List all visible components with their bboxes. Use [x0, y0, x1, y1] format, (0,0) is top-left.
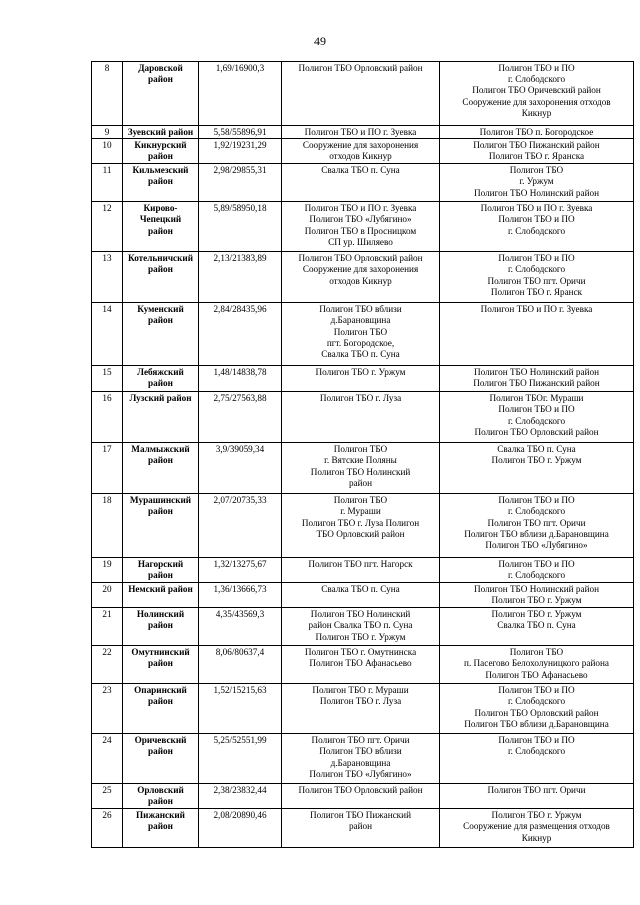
- table-row: [92, 139, 634, 164]
- volume-value: 4,35/43569,3: [215, 609, 265, 620]
- district-name: Малмыжский: [131, 444, 190, 455]
- alternative-objects-cell: [440, 164, 634, 202]
- row-number: 10: [102, 140, 112, 151]
- row-number: 25: [102, 785, 112, 796]
- table-row: [92, 809, 634, 848]
- row-number: 24: [102, 735, 112, 746]
- volume-cell: [199, 139, 282, 164]
- row-number-cell: [92, 62, 123, 126]
- volume-cell: [199, 558, 282, 583]
- row-number-cell: [92, 202, 123, 252]
- alternative-object: г. Слободского: [507, 74, 566, 85]
- disposal-objects-cell: [282, 784, 440, 809]
- alternative-object: г. Слободского: [507, 746, 566, 757]
- disposal-object: район: [348, 477, 373, 488]
- district-cell: [123, 608, 199, 646]
- district-cell: [123, 164, 199, 202]
- district-cell: [123, 139, 199, 164]
- volume-value: 2,98/29855,31: [213, 165, 267, 176]
- alternative-object: Полигон ТБО пгт. Оричи: [487, 275, 586, 286]
- alternative-object: Полигон ТБО «Лубягино»: [485, 540, 588, 551]
- district-name: район: [148, 696, 173, 707]
- row-number: 23: [102, 685, 112, 696]
- alternative-object: Полигон ТБО и ПО: [498, 63, 575, 73]
- table-row: [92, 583, 634, 608]
- table-row: [92, 646, 634, 684]
- volume-cell: [199, 62, 282, 126]
- alternative-object: Полигон ТБО и ПО: [498, 495, 575, 506]
- district-name: район: [148, 821, 173, 832]
- alternative-object: Полигон ТБО п. Богородское: [479, 127, 594, 137]
- district-cell: [123, 62, 199, 126]
- disposal-object: Полигон ТБО Пижанский: [310, 810, 411, 821]
- disposal-object: Свалка ТБО п. Суна: [321, 165, 400, 176]
- disposal-object: Полигон ТБО г. Уржум: [315, 631, 406, 642]
- district-name: район: [148, 658, 173, 669]
- row-number-cell: [92, 303, 123, 366]
- alternative-objects-cell: [440, 139, 634, 164]
- disposal-object: Полигон ТБО: [333, 326, 388, 337]
- district-cell: [123, 784, 199, 809]
- alternative-object: п. Пасегово Белохолуницкого района: [464, 658, 609, 669]
- row-number-cell: [92, 734, 123, 784]
- alternative-object: г. Слободского: [507, 415, 566, 426]
- disposal-object: Полигон ТБО и ПО г. Зуевка: [304, 127, 417, 137]
- district-name: район: [148, 151, 173, 162]
- table-row: [92, 164, 634, 202]
- alternative-objects-cell: [440, 126, 634, 139]
- volume-cell: [199, 784, 282, 809]
- row-number: 15: [102, 367, 112, 378]
- disposal-object: Полигон ТБО г. Луза: [319, 393, 402, 404]
- alternative-object: Полигон ТБО и ПО: [498, 559, 575, 570]
- district-cell: [123, 734, 199, 784]
- volume-cell: [199, 366, 282, 392]
- disposal-object: г. Вятские Поляны: [324, 455, 397, 466]
- alternative-objects-cell: [440, 809, 634, 848]
- alternative-object: Полигон ТБО Оричевский район: [472, 85, 601, 96]
- alternative-objects-cell: [440, 443, 634, 494]
- volume-cell: [199, 646, 282, 684]
- alternative-object: Полигон ТБО: [509, 165, 564, 176]
- row-number: 20: [102, 584, 112, 595]
- disposal-object: г. Мураши: [340, 506, 381, 517]
- district-name: Лузский район: [129, 393, 192, 404]
- volume-value: 8,06/80637,4: [215, 647, 265, 658]
- volume-value: 2,13/21383,89: [213, 253, 267, 264]
- district-name: Чепецкий: [139, 214, 182, 225]
- district-cell: [123, 646, 199, 684]
- disposal-object: Полигон ТБО Афанасьево: [309, 658, 412, 669]
- disposal-object: ТБО Орловский район: [316, 528, 405, 539]
- disposal-object: Полигон ТБО «Лубягино»: [309, 768, 412, 779]
- volume-value: 2,84/28435,96: [213, 304, 267, 315]
- row-number: 26: [102, 810, 112, 821]
- disposal-objects-cell: [282, 646, 440, 684]
- waste-sites-table: [91, 61, 634, 848]
- alternative-object: Свалка ТБО п. Суна: [497, 620, 576, 631]
- alternative-object: Полигон ТБО и ПО: [498, 253, 575, 264]
- disposal-object: д.Барановщина: [330, 315, 391, 326]
- alternative-objects-cell: [440, 366, 634, 392]
- row-number: 18: [102, 495, 112, 506]
- disposal-object: Полигон ТБО «Лубягино»: [309, 214, 412, 225]
- volume-cell: [199, 126, 282, 139]
- district-cell: [123, 583, 199, 608]
- volume-cell: [199, 252, 282, 303]
- volume-value: 5,25/52551,99: [213, 735, 267, 746]
- alternative-objects-cell: [440, 583, 634, 608]
- volume-value: 2,08/20890,46: [213, 810, 267, 821]
- alternative-objects-cell: [440, 494, 634, 558]
- disposal-objects-cell: [282, 558, 440, 583]
- district-cell: [123, 494, 199, 558]
- volume-cell: [199, 583, 282, 608]
- disposal-object: Полигон ТБО г. Луза: [319, 696, 402, 707]
- volume-value: 2,07/20735,33: [213, 495, 267, 506]
- disposal-object: Полигон ТБО и ПО г. Зуевка: [304, 203, 417, 214]
- district-name: район: [148, 315, 173, 326]
- district-name: район: [148, 455, 173, 466]
- district-cell: [123, 202, 199, 252]
- district-name: Куменский: [137, 304, 184, 315]
- alternative-object: Полигон ТБО и ПО: [498, 214, 575, 225]
- district-name: Пижанский: [136, 810, 185, 821]
- district-cell: [123, 558, 199, 583]
- volume-value: 3,9/39059,34: [215, 444, 265, 455]
- volume-cell: [199, 734, 282, 784]
- disposal-object: СП ур. Шиляево: [328, 236, 393, 247]
- disposal-objects-cell: [282, 202, 440, 252]
- disposal-object: отходов Кикнур: [329, 275, 392, 286]
- disposal-objects-cell: [282, 583, 440, 608]
- disposal-object: д.Барановщина: [330, 757, 391, 768]
- district-name: район: [148, 620, 173, 631]
- row-number-cell: [92, 583, 123, 608]
- table-row: [92, 366, 634, 392]
- district-cell: [123, 443, 199, 494]
- alternative-object: Полигон ТБОг. Мураши: [489, 393, 584, 404]
- alternative-object: г. Слободского: [507, 570, 566, 581]
- disposal-object: Полигон ТБО Нолинский: [310, 466, 411, 477]
- disposal-objects-cell: [282, 164, 440, 202]
- volume-value: 2,38/23832,44: [213, 785, 267, 796]
- district-name: район: [148, 746, 173, 757]
- disposal-objects-cell: [282, 608, 440, 646]
- disposal-objects-cell: [282, 809, 440, 848]
- row-number: 17: [102, 444, 112, 455]
- alternative-object: Полигон ТБО Пижанский район: [473, 378, 600, 389]
- alternative-object: г. Уржум: [519, 176, 554, 187]
- district-name: район: [148, 796, 173, 807]
- table-row: [92, 494, 634, 558]
- row-number-cell: [92, 608, 123, 646]
- alternative-objects-cell: [440, 608, 634, 646]
- volume-value: 5,89/58950,18: [213, 203, 267, 214]
- alternative-object: Полигон ТБО г. Уржум: [491, 609, 582, 620]
- district-name: район: [148, 176, 173, 187]
- district-name: Зуевский район: [127, 127, 194, 137]
- alternative-object: Сооружение для размещения отходов: [463, 821, 610, 832]
- district-cell: [123, 252, 199, 303]
- table-body: [92, 62, 634, 848]
- volume-cell: [199, 443, 282, 494]
- district-name: Омутнинский: [131, 647, 190, 658]
- district-name: Даровской: [138, 63, 183, 73]
- row-number: 14: [102, 304, 112, 315]
- table-row: [92, 392, 634, 443]
- volume-cell: [199, 202, 282, 252]
- district-name: район: [148, 570, 173, 581]
- row-number-cell: [92, 252, 123, 303]
- row-number-cell: [92, 809, 123, 848]
- volume-value: 1,92/19231,29: [213, 140, 267, 151]
- table-row: [92, 684, 634, 734]
- alternative-object: г. Слободского: [507, 696, 566, 707]
- table-row: [92, 202, 634, 252]
- table-row: [92, 784, 634, 809]
- row-number-cell: [92, 126, 123, 139]
- volume-cell: [199, 809, 282, 848]
- disposal-object: пгт. Богородское,: [326, 337, 395, 348]
- disposal-objects-cell: [282, 392, 440, 443]
- alternative-object: Полигон ТБО Афанасьево: [485, 669, 588, 680]
- alternative-objects-cell: [440, 392, 634, 443]
- disposal-object: район: [348, 821, 373, 832]
- alternative-object: Полигон ТБО вблизи д.Барановщина: [464, 718, 609, 729]
- alternative-objects-cell: [440, 62, 634, 126]
- disposal-objects-cell: [282, 494, 440, 558]
- row-number-cell: [92, 558, 123, 583]
- disposal-objects-cell: [282, 734, 440, 784]
- district-name: район: [148, 225, 173, 236]
- alternative-object: Полигон ТБО пгт. Оричи: [487, 785, 586, 796]
- alternative-object: Полигон ТБО Нолинский район: [473, 584, 599, 595]
- table-row: [92, 608, 634, 646]
- district-name: Лебяжский: [137, 367, 184, 378]
- alternative-object: Полигон ТБО Орловский район: [474, 426, 599, 437]
- disposal-objects-cell: [282, 126, 440, 139]
- alternative-objects-cell: [440, 734, 634, 784]
- volume-cell: [199, 164, 282, 202]
- disposal-object: Свалка ТБО п. Суна: [321, 584, 400, 595]
- row-number: 8: [104, 63, 110, 73]
- district-name: Орловский: [137, 785, 184, 796]
- disposal-object: Полигон ТБО г. Омутнинска: [304, 647, 417, 658]
- row-number: 9: [104, 127, 110, 137]
- disposal-objects-cell: [282, 443, 440, 494]
- disposal-objects-cell: [282, 684, 440, 734]
- volume-value: 1,69/16900,3: [215, 63, 265, 73]
- alternative-objects-cell: [440, 303, 634, 366]
- district-name: район: [148, 74, 173, 85]
- district-name: район: [148, 378, 173, 389]
- district-name: Немский район: [128, 584, 193, 595]
- alternative-object: Полигон ТБО Нолинский район: [473, 187, 599, 198]
- alternative-object: г. Слободского: [507, 506, 566, 517]
- volume-value: 1,48/14838,78: [213, 367, 267, 378]
- disposal-object: Полигон ТБО пгт. Оричи: [311, 735, 410, 746]
- row-number-cell: [92, 139, 123, 164]
- alternative-object: Полигон ТБО Нолинский район: [473, 367, 599, 378]
- disposal-objects-cell: [282, 303, 440, 366]
- disposal-object: Полигон ТБО: [333, 444, 388, 455]
- row-number-cell: [92, 392, 123, 443]
- alternative-object: Полигон ТБО и ПО г. Зуевка: [480, 304, 593, 315]
- disposal-objects-cell: [282, 366, 440, 392]
- volume-value: 5,58/55896,91: [213, 127, 267, 137]
- volume-value: 1,36/13666,73: [213, 584, 267, 595]
- alternative-object: Полигон ТБО пгт. Оричи: [487, 517, 586, 528]
- alternative-object: г. Слободского: [507, 264, 566, 275]
- alternative-object: Полигон ТБО и ПО: [498, 404, 575, 415]
- district-name: Опаринский: [134, 685, 187, 696]
- disposal-object: район Свалка ТБО п. Суна: [308, 620, 413, 631]
- disposal-object: Полигон ТБО вблизи: [319, 304, 402, 315]
- volume-cell: [199, 684, 282, 734]
- alternative-object: Свалка ТБО п. Суна: [497, 444, 576, 455]
- disposal-object: Полигон ТБО: [333, 495, 388, 506]
- district-name: Нолинский: [136, 609, 185, 620]
- alternative-object: Сооружение для захоронения отходов: [462, 96, 611, 107]
- district-cell: [123, 392, 199, 443]
- district-name: Кикнурский: [134, 140, 187, 151]
- district-name: Котельничский: [127, 253, 193, 264]
- disposal-object: Полигон ТБО Орловский район: [298, 785, 423, 796]
- disposal-object: Сооружение для захоронения: [302, 140, 419, 151]
- district-name: район: [148, 506, 173, 517]
- disposal-object: Полигон ТБО г. Луза Полигон: [301, 517, 420, 528]
- alternative-objects-cell: [440, 202, 634, 252]
- row-number-cell: [92, 443, 123, 494]
- disposal-objects-cell: [282, 139, 440, 164]
- row-number-cell: [92, 494, 123, 558]
- table-row: [92, 252, 634, 303]
- disposal-object: Свалка ТБО п. Суна: [321, 349, 400, 360]
- volume-value: 2,75/27563,88: [213, 393, 267, 404]
- disposal-objects-cell: [282, 62, 440, 126]
- table-row: [92, 62, 634, 126]
- row-number: 12: [102, 203, 112, 214]
- volume-cell: [199, 494, 282, 558]
- row-number: 19: [102, 559, 112, 570]
- volume-cell: [199, 303, 282, 366]
- district-cell: [123, 303, 199, 366]
- table-row: [92, 558, 634, 583]
- table-row: [92, 734, 634, 784]
- disposal-object: Полигон ТБО в Просницком: [304, 225, 417, 236]
- alternative-object: Полигон ТБО: [509, 647, 564, 658]
- district-cell: [123, 366, 199, 392]
- alternative-object: Полигон ТБО г. Яранска: [488, 151, 585, 162]
- volume-cell: [199, 608, 282, 646]
- disposal-object: отходов Кикнур: [329, 151, 392, 162]
- volume-cell: [199, 392, 282, 443]
- alternative-objects-cell: [440, 646, 634, 684]
- alternative-object: г. Слободского: [507, 225, 566, 236]
- row-number-cell: [92, 684, 123, 734]
- district-name: Кильмезский: [132, 165, 189, 176]
- row-number-cell: [92, 164, 123, 202]
- district-name: Нагорский: [137, 559, 184, 570]
- alternative-object: Полигон ТБО вблизи д.Барановщина: [464, 528, 609, 539]
- alternative-object: Кикнур: [521, 107, 552, 118]
- disposal-object: Полигон ТБО вблизи: [319, 746, 402, 757]
- table-row: [92, 443, 634, 494]
- disposal-object: Полигон ТБО Орловский район: [298, 253, 423, 264]
- alternative-object: Полигон ТБО и ПО: [498, 685, 575, 696]
- district-name: Кирово-: [143, 203, 178, 214]
- volume-value: 1,52/15215,63: [213, 685, 267, 696]
- table-row: [92, 303, 634, 366]
- disposal-object: Полигон ТБО г. Мураши: [312, 685, 409, 696]
- district-name: Мурашинский: [129, 495, 192, 506]
- alternative-object: Полигон ТБО Пижанский район: [473, 140, 600, 151]
- row-number: 11: [102, 165, 112, 176]
- alternative-objects-cell: [440, 252, 634, 303]
- alternative-objects-cell: [440, 684, 634, 734]
- alternative-object: Полигон ТБО г. Яранск: [490, 286, 583, 297]
- table-row: [92, 126, 634, 139]
- disposal-object: Сооружение для захоронения: [302, 264, 419, 275]
- alternative-object: Кикнур: [521, 832, 552, 843]
- disposal-object: Полигон ТБО Орловский район: [298, 63, 423, 73]
- row-number: 13: [102, 253, 112, 264]
- alternative-object: Полигон ТБО Орловский район: [474, 707, 599, 718]
- row-number-cell: [92, 784, 123, 809]
- district-cell: [123, 684, 199, 734]
- alternative-object: Полигон ТБО г. Уржум: [491, 455, 582, 466]
- disposal-object: Полигон ТБО Нолинский: [310, 609, 411, 620]
- district-cell: [123, 809, 199, 848]
- district-name: Оричевский: [134, 735, 187, 746]
- district-name: район: [148, 264, 173, 275]
- alternative-objects-cell: [440, 558, 634, 583]
- row-number-cell: [92, 366, 123, 392]
- alternative-object: Полигон ТБО и ПО г. Зуевка: [480, 203, 593, 214]
- disposal-object: Полигон ТБО пгт. Нагорск: [308, 559, 413, 570]
- district-cell: [123, 126, 199, 139]
- volume-value: 1,32/13275,67: [213, 559, 267, 570]
- row-number-cell: [92, 646, 123, 684]
- alternative-objects-cell: [440, 784, 634, 809]
- alternative-object: Полигон ТБО г. Уржум: [491, 810, 582, 821]
- row-number: 22: [102, 647, 112, 658]
- alternative-object: Полигон ТБО г. Уржум: [491, 595, 582, 606]
- disposal-object: Полигон ТБО г. Уржум: [315, 367, 406, 378]
- alternative-object: Полигон ТБО и ПО: [498, 735, 575, 746]
- page-number: 49: [314, 34, 326, 48]
- row-number: 21: [102, 609, 112, 620]
- row-number: 16: [102, 393, 112, 404]
- disposal-objects-cell: [282, 252, 440, 303]
